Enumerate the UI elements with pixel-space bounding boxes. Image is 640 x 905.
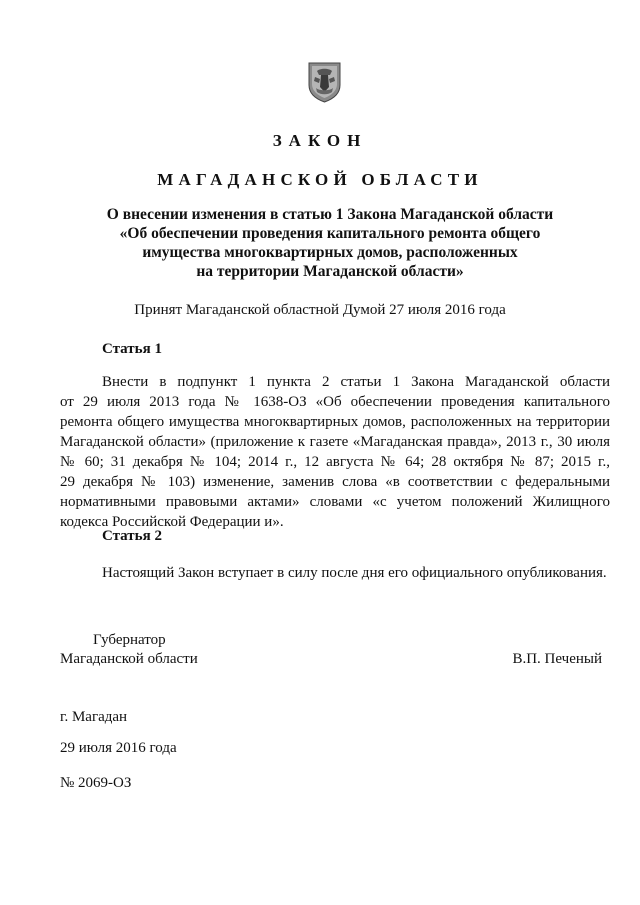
law-subject: [60, 205, 600, 281]
article-line: Настоящий Закон вступает в силу после дня его официального опубликования.: [102, 565, 607, 581]
article-2-text: [60, 563, 610, 583]
article-line: нормативными правовыми актами» словами «с учетом положений Жилищного: [60, 494, 610, 510]
article-line: кодекса Российской Федерации и».: [60, 514, 284, 530]
law-title: ЗАКОН: [272, 131, 368, 150]
law-subject-line: имущества многоквартирных домов, расположенных: [142, 244, 518, 261]
coat-of-arms-icon: [307, 61, 342, 103]
law-subject-line: «Об обеспечении проведения капитального ремонта общего: [119, 225, 541, 242]
article-1-text: [60, 372, 610, 532]
article-line: 29 декабря № 103) изменение, заменив слова «в соответствии с федеральными: [60, 474, 610, 490]
region-title: МАГАДАНСКОЙ ОБЛАСТИ: [157, 170, 483, 189]
law-subject-line: на территории Магаданской области»: [196, 263, 464, 280]
article-line: № 60; 31 декабря № 104; 2014 г., 12 августа № 64; 28 октября № 87; 2015 г.,: [60, 454, 610, 470]
law-number: № 2069-ОЗ: [60, 775, 132, 791]
article-1-heading: Статья 1: [102, 341, 162, 357]
article-line: Магаданской области» (приложение к газете «Магаданская правда», 2013 г., 30 июля: [60, 434, 610, 450]
article-line: Внести в подпункт 1 пункта 2 статьи 1 Закона Магаданской области: [102, 374, 610, 390]
place-of-signing: г. Магадан: [60, 709, 128, 725]
signatory-name: В.П. Печеный: [512, 651, 602, 667]
law-subject-line: О внесении изменения в статью 1 Закона Магаданской области: [106, 206, 554, 223]
signatory-region: Магаданской области: [60, 651, 198, 667]
signatory-title: Губернатор: [93, 632, 166, 648]
article-2-heading: Статья 2: [102, 528, 162, 544]
article-line: от 29 июля 2013 года № 1638-ОЗ «Об обеспечении проведения капитального: [60, 394, 610, 410]
adoption-note: Принят Магаданской областной Думой 27 июля 2016 года: [134, 302, 506, 318]
article-line: ремонта общего имущества многоквартирных домов, расположенных на территории: [60, 414, 610, 430]
signing-date: 29 июля 2016 года: [60, 740, 177, 756]
